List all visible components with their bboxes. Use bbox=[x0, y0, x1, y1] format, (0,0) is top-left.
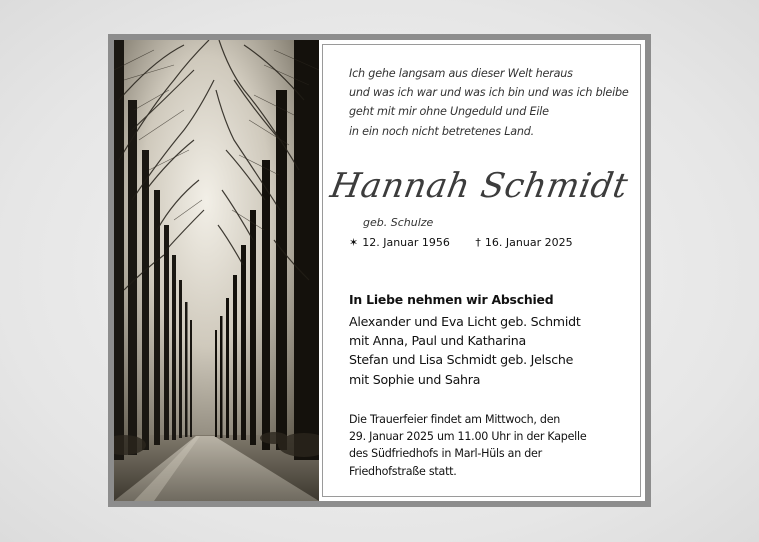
poem bbox=[349, 64, 639, 141]
obituary-text-panel bbox=[319, 40, 645, 501]
deceased-name: Hannah Schmidt bbox=[327, 166, 631, 206]
family-line: mit Anna, Paul und Katharina bbox=[349, 333, 526, 349]
service-line: Die Trauerfeier findet am Mittwoch, den bbox=[349, 413, 561, 426]
obituary-card bbox=[108, 34, 651, 507]
life-dates bbox=[349, 236, 573, 249]
poem-line: Ich gehe langsam aus dieser Welt heraus bbox=[349, 67, 573, 80]
death-cross-icon: † bbox=[475, 236, 481, 249]
farewell-heading: In Liebe nehmen wir Abschied bbox=[349, 292, 554, 307]
service-line: Friedhofstraße statt. bbox=[349, 464, 457, 478]
service-line: 29. Januar 2025 um 11.00 Uhr in der Kapelle bbox=[349, 430, 587, 444]
death-date: 16. Januar 2025 bbox=[484, 236, 573, 249]
tree-avenue-photo bbox=[114, 40, 319, 501]
birth-date: 12. Januar 1956 bbox=[362, 236, 450, 249]
poem-line: geht mit mir ohne Ungeduld und Eile bbox=[349, 105, 549, 119]
family-line: Stefan und Lisa Schmidt geb. Jelsche bbox=[349, 352, 574, 368]
family-line: mit Sophie und Sahra bbox=[349, 371, 481, 387]
poem-line: und was ich war und was ich bin und was ich bleibe bbox=[349, 86, 629, 100]
service-line: des Südfriedhofs in Marl-Hüls an der bbox=[349, 447, 542, 461]
family-line: Alexander und Eva Licht geb. Schmidt bbox=[349, 314, 581, 329]
tree-avenue-illustration bbox=[114, 40, 319, 501]
birth-star-icon: ✶ bbox=[349, 236, 359, 249]
family-list bbox=[349, 312, 581, 389]
funeral-service-info bbox=[349, 411, 586, 480]
maiden-name: geb. Schulze bbox=[363, 216, 434, 229]
poem-line: in ein noch nicht betretenes Land. bbox=[349, 124, 535, 138]
